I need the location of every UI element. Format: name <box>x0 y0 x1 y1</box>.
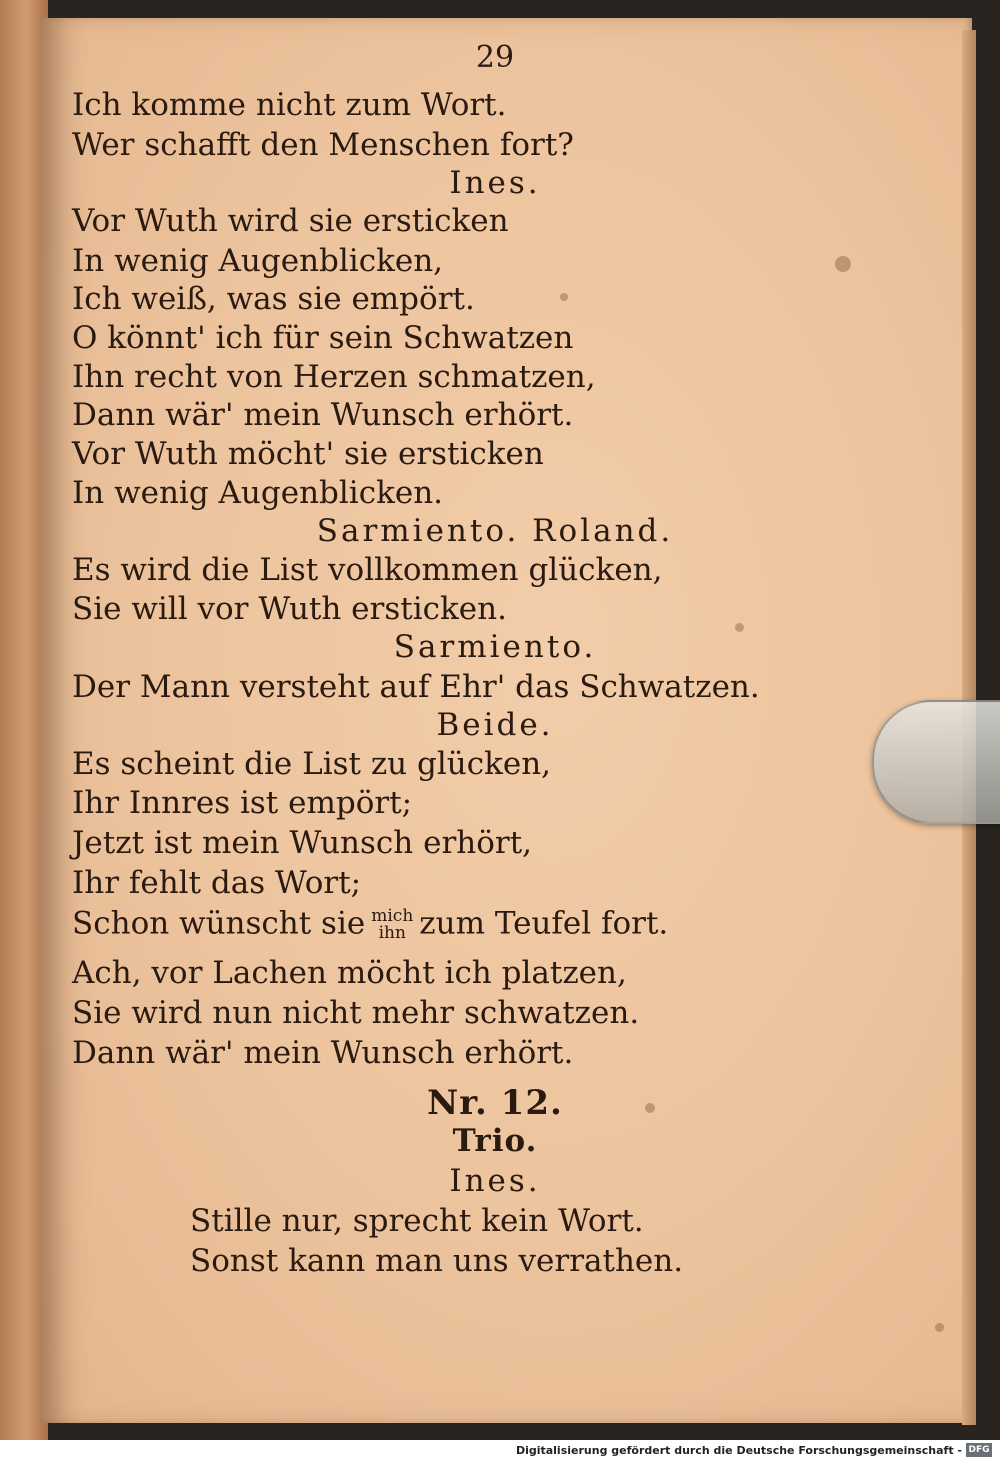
text-line: In wenig Augenblicken. <box>72 475 444 511</box>
footer-credit: Digitalisierung gefördert durch die Deutsche Forschungsgemeinschaft - <box>515 1444 962 1457</box>
text-fragment: Schon wünscht sie <box>72 905 366 942</box>
stacked-alternatives <box>371 908 413 942</box>
text-line-stacked <box>72 905 669 943</box>
speaker-heading: Beide. <box>436 707 554 743</box>
stacked-upper: mich <box>371 906 414 926</box>
text-line: Der Mann versteht auf Ehr' das Schwatzen. <box>72 669 760 705</box>
speaker-heading: Ines. <box>449 1163 541 1199</box>
text-line: In wenig Augenblicken, <box>72 243 444 279</box>
text-line: Es scheint die List zu glücken, <box>72 746 552 782</box>
text-line: O könnt' ich für sein Schwatzen <box>72 320 574 356</box>
page-number: 29 <box>475 40 515 75</box>
trio-heading: Trio. <box>452 1123 538 1159</box>
speaker-heading: Ines. <box>449 165 541 201</box>
text-line: Wer schafft den Menschen fort? <box>72 127 574 163</box>
text-line: Dann wär' mein Wunsch erhört. <box>72 1035 574 1071</box>
text-line: Jetzt ist mein Wunsch erhört, <box>72 825 533 861</box>
stacked-lower: ihn <box>378 923 406 943</box>
stain-spot <box>835 256 851 272</box>
text-line: Dann wär' mein Wunsch erhört. <box>72 397 574 433</box>
text-line: Ich komme nicht zum Wort. <box>72 87 507 123</box>
text-fragment: zum Teufel fort. <box>419 905 669 942</box>
text-line: Ich weiß, was sie empört. <box>72 281 475 317</box>
text-line: Sonst kann man uns verrathen. <box>190 1243 684 1279</box>
text-line: Stille nur, sprecht kein Wort. <box>190 1203 644 1239</box>
text-line: Ihr Innres ist empört; <box>72 785 413 821</box>
text-line: Vor Wuth möcht' sie ersticken <box>72 436 544 472</box>
speaker-heading: Sarmiento. <box>393 629 597 665</box>
stain-spot <box>560 293 568 301</box>
page-clip <box>872 700 1000 824</box>
text-line: Es wird die List vollkommen glücken, <box>72 552 663 588</box>
text-line: Sie will vor Wuth ersticken. <box>72 591 507 627</box>
number-heading: Nr. 12. <box>427 1083 563 1123</box>
text-line: Vor Wuth wird sie ersticken <box>72 203 509 239</box>
text-line: Sie wird nun nicht mehr schwatzen. <box>72 995 640 1031</box>
dfg-logo: DFG <box>966 1443 992 1457</box>
speaker-heading: Sarmiento. Roland. <box>316 513 674 549</box>
footer-bar <box>0 1440 1000 1462</box>
stain-spot <box>935 1323 944 1332</box>
book-page <box>40 18 972 1423</box>
text-line: Ach, vor Lachen möcht ich platzen, <box>72 955 627 991</box>
text-line: Ihn recht von Herzen schmatzen, <box>72 359 596 395</box>
stain-spot <box>735 623 744 632</box>
text-line: Ihr fehlt das Wort; <box>72 865 362 901</box>
